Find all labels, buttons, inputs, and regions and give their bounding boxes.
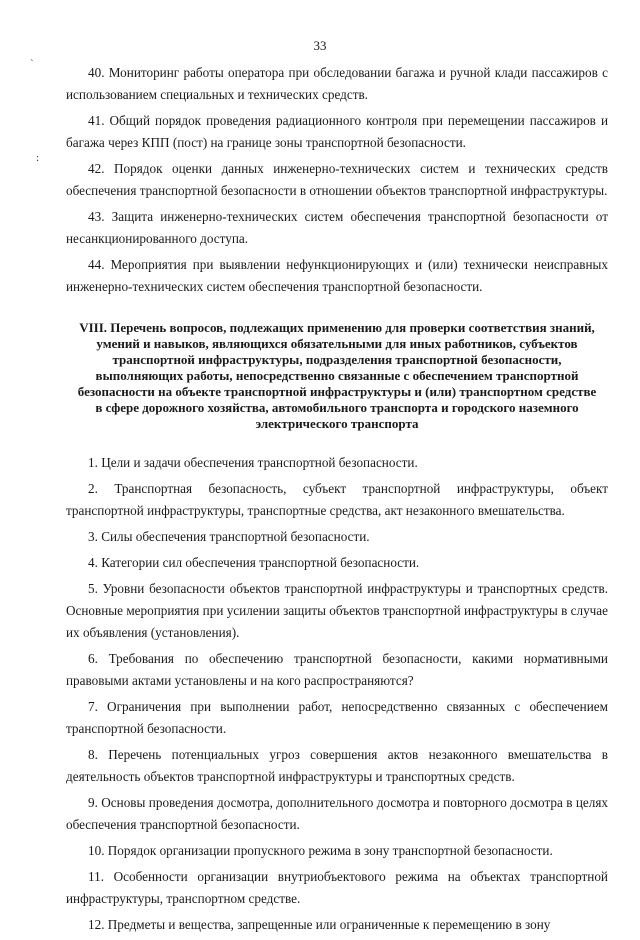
list-item-40: 40. Мониторинг работы оператора при обследовании багажа и ручной клади пассажиров с использованием специальных и технических средств. bbox=[66, 65, 608, 102]
list-item-9: 9. Основы проведения досмотра, дополнительного досмотра и повторного досмотра в целях обеспечения транспортной безопасности. bbox=[66, 795, 608, 832]
section-heading: VIII. Перечень вопросов, подлежащих применению для проверки соответствия знаний, умений и навыков, являющихся обязательными для иных работников, субъектов транспортной инфраструктуры, подразделения транспортной безопасности, выполняющих работы, непосредственно связанные с обеспечением транспортной безопасности на объекте транспортной инфраструктуры и (или) транспортном средстве в сфере дорожного хозяйства, автомобильного транспорта и городского наземного электрического транспорта bbox=[77, 320, 597, 431]
list-item-8: 8. Перечень потенциальных угроз совершения актов незаконного вмешательства в деятельность объектов транспортной инфраструктуры и транспортных средств. bbox=[66, 747, 608, 784]
list-item-3: 3. Силы обеспечения транспортной безопасности. bbox=[88, 529, 370, 544]
list-item-1: 1. Цели и задачи обеспечения транспортной безопасности. bbox=[88, 455, 418, 470]
list-item-43: 43. Защита инженерно-технических систем обеспечения транспортной безопасности от несанкционированного доступа. bbox=[66, 209, 608, 246]
list-item-2: 2. Транспортная безопасность, субъект транспортной инфраструктуры, объект транспортной инфраструктуры, транспортные средства, акт незаконного вмешательства. bbox=[66, 481, 608, 518]
list-item-6: 6. Требования по обеспечению транспортной безопасности, какими нормативными правовыми актами установлены и на кого распространяются? bbox=[66, 651, 608, 688]
document-body bbox=[66, 62, 608, 940]
list-item-7: 7. Ограничения при выполнении работ, непосредственно связанных с обеспечением транспортной безопасности. bbox=[66, 699, 608, 736]
list-item-11: 11. Особенности организации внутриобъектового режима на объектах транспортной инфраструктуры, транспортном средстве. bbox=[66, 869, 608, 906]
page-number: 33 bbox=[313, 38, 327, 53]
list-item-42: 42. Порядок оценки данных инженерно-технических систем и технических средств обеспечения транспортной безопасности в отношении объектов транспортной инфраструктуры. bbox=[66, 161, 608, 198]
list-item-4: 4. Категории сил обеспечения транспортной безопасности. bbox=[88, 555, 420, 570]
list-item-41: 41. Общий порядок проведения радиационного контроля при перемещении пассажиров и багажа через КПП (пост) на границе зоны транспортной безопасности. bbox=[66, 113, 608, 150]
list-item-44: 44. Мероприятия при выявлении нефункционирующих и (или) технически неисправных инженерно-технических систем обеспечения транспортной безопасности. bbox=[66, 257, 608, 294]
margin-mark: : bbox=[36, 152, 40, 164]
list-item-5: 5. Уровни безопасности объектов транспортной инфраструктуры и транспортных средств. Основные мероприятия при усилении защиты объектов транспортной инфраструктуры в случае их объявления (установления). bbox=[66, 581, 608, 640]
list-item-12: 12. Предметы и вещества, запрещенные или ограниченные к перемещению в зону bbox=[88, 917, 551, 932]
list-item-10: 10. Порядок организации пропускного режима в зону транспортной безопасности. bbox=[88, 843, 553, 858]
margin-mark: ` bbox=[30, 58, 34, 70]
